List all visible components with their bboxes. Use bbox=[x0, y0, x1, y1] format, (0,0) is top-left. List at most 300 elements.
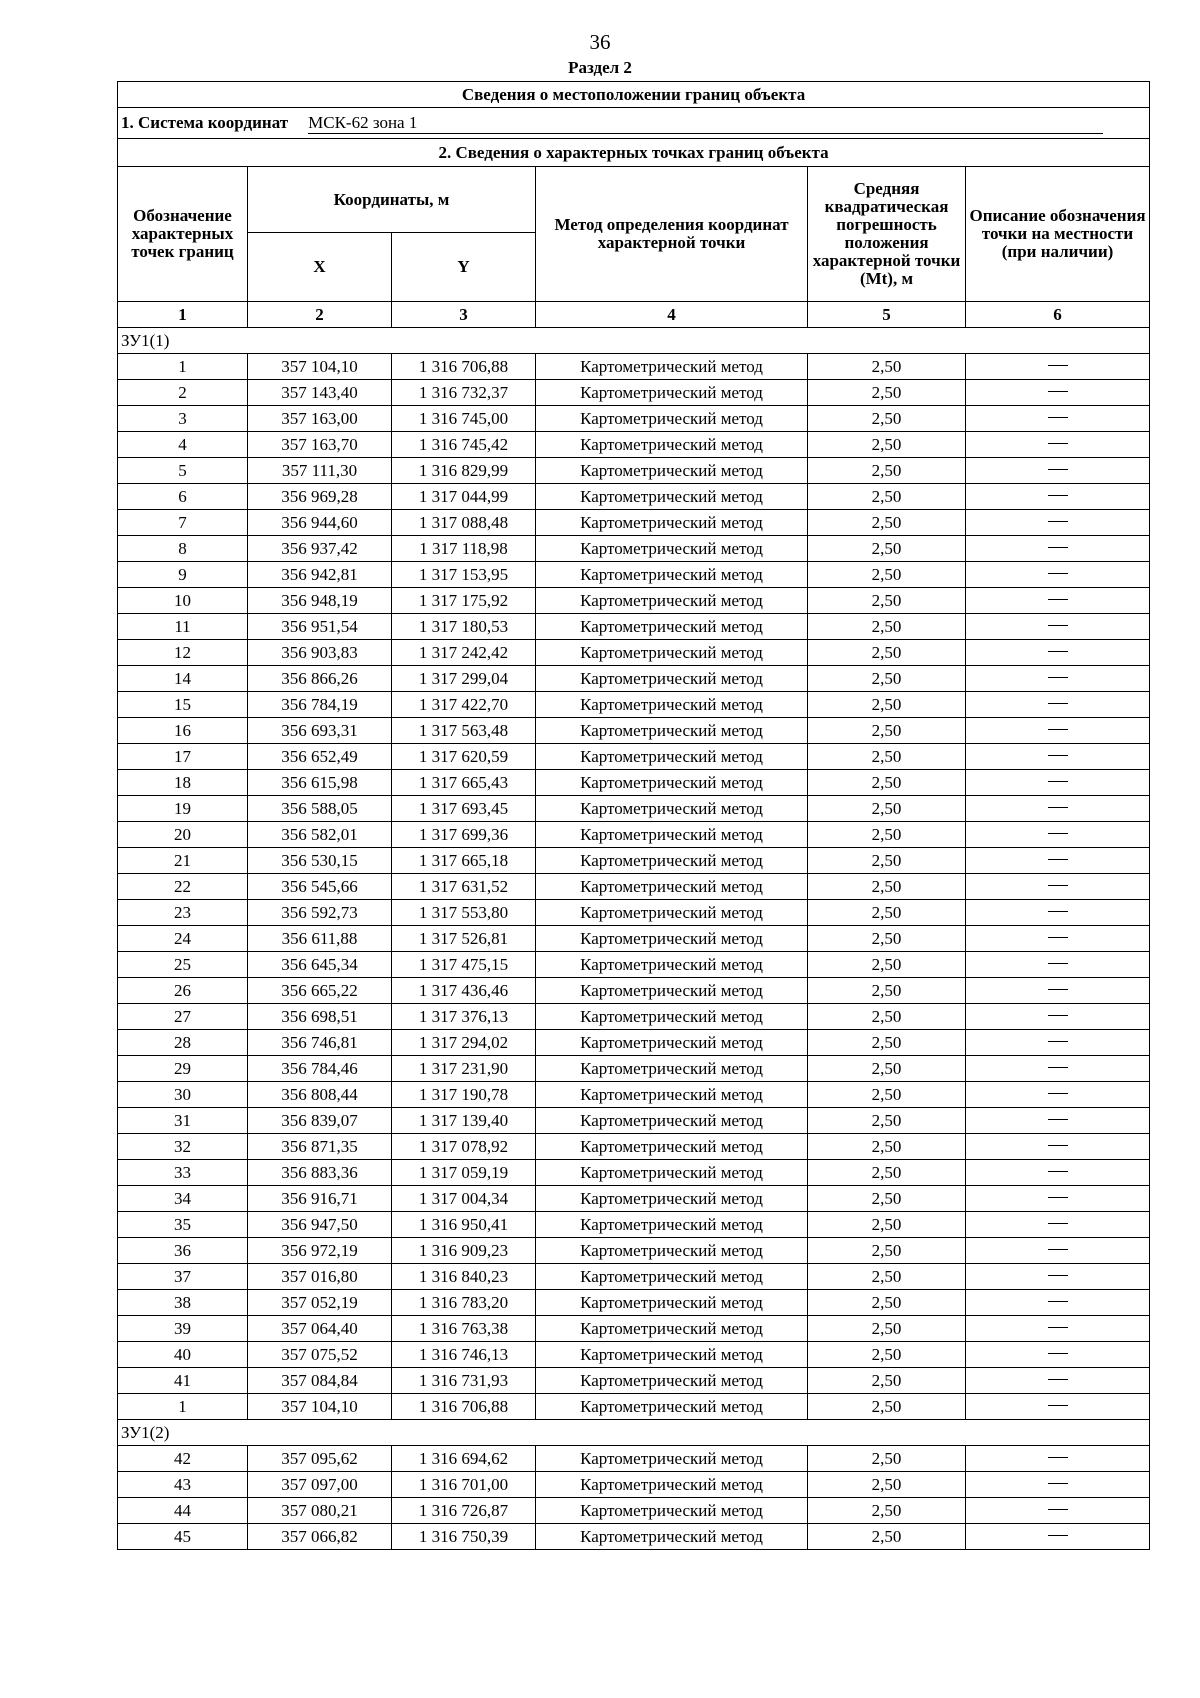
dash-mark bbox=[1048, 1457, 1068, 1458]
method-cell: Картометрический метод bbox=[536, 952, 808, 978]
error-cell: 2,50 bbox=[808, 380, 966, 406]
x-coordinate-cell: 357 163,00 bbox=[248, 406, 392, 432]
x-coordinate-cell: 356 592,73 bbox=[248, 900, 392, 926]
point-number-cell: 10 bbox=[118, 588, 248, 614]
table-row bbox=[118, 562, 1150, 588]
dash-mark bbox=[1048, 937, 1068, 938]
x-coordinate-cell: 356 698,51 bbox=[248, 1004, 392, 1030]
dash-mark bbox=[1048, 391, 1068, 392]
table-row bbox=[118, 744, 1150, 770]
description-cell bbox=[966, 1472, 1150, 1498]
y-coordinate-cell: 1 316 763,38 bbox=[392, 1316, 536, 1342]
dash-mark bbox=[1048, 1405, 1068, 1406]
y-coordinate-cell: 1 317 526,81 bbox=[392, 926, 536, 952]
error-cell: 2,50 bbox=[808, 1212, 966, 1238]
y-coordinate-cell: 1 317 175,92 bbox=[392, 588, 536, 614]
method-cell: Картометрический метод bbox=[536, 874, 808, 900]
description-cell bbox=[966, 1160, 1150, 1186]
method-cell: Картометрический метод bbox=[536, 1368, 808, 1394]
y-coordinate-cell: 1 316 909,23 bbox=[392, 1238, 536, 1264]
point-number-cell: 20 bbox=[118, 822, 248, 848]
error-cell: 2,50 bbox=[808, 692, 966, 718]
table-row bbox=[118, 380, 1150, 406]
table-row bbox=[118, 1368, 1150, 1394]
point-number-cell: 15 bbox=[118, 692, 248, 718]
table-row bbox=[118, 1316, 1150, 1342]
dash-mark bbox=[1048, 1535, 1068, 1536]
point-number-cell: 14 bbox=[118, 666, 248, 692]
description-cell bbox=[966, 796, 1150, 822]
method-cell: Картометрический метод bbox=[536, 1160, 808, 1186]
error-cell: 2,50 bbox=[808, 926, 966, 952]
description-cell bbox=[966, 1108, 1150, 1134]
description-cell bbox=[966, 822, 1150, 848]
y-coordinate-cell: 1 317 294,02 bbox=[392, 1030, 536, 1056]
x-coordinate-cell: 356 746,81 bbox=[248, 1030, 392, 1056]
y-coordinate-cell: 1 317 044,99 bbox=[392, 484, 536, 510]
y-coordinate-cell: 1 316 783,20 bbox=[392, 1290, 536, 1316]
error-cell: 2,50 bbox=[808, 1134, 966, 1160]
table-row bbox=[118, 406, 1150, 432]
x-coordinate-cell: 357 016,80 bbox=[248, 1264, 392, 1290]
table-row bbox=[118, 874, 1150, 900]
x-coordinate-cell: 356 951,54 bbox=[248, 614, 392, 640]
method-cell: Картометрический метод bbox=[536, 1498, 808, 1524]
y-coordinate-cell: 1 317 059,19 bbox=[392, 1160, 536, 1186]
x-coordinate-cell: 356 652,49 bbox=[248, 744, 392, 770]
method-cell: Картометрический метод bbox=[536, 1134, 808, 1160]
column-number: 3 bbox=[392, 302, 536, 328]
method-cell: Картометрический метод bbox=[536, 1342, 808, 1368]
point-number-cell: 22 bbox=[118, 874, 248, 900]
method-cell: Картометрический метод bbox=[536, 1186, 808, 1212]
dash-mark bbox=[1048, 1483, 1068, 1484]
description-cell bbox=[966, 1446, 1150, 1472]
point-number-cell: 8 bbox=[118, 536, 248, 562]
boundary-points-table bbox=[117, 81, 1150, 1550]
y-coordinate-cell: 1 317 088,48 bbox=[392, 510, 536, 536]
header-method: Метод определения координат характерной точки bbox=[536, 167, 808, 302]
point-number-cell: 1 bbox=[118, 1394, 248, 1420]
y-coordinate-cell: 1 316 701,00 bbox=[392, 1472, 536, 1498]
y-coordinate-cell: 1 317 620,59 bbox=[392, 744, 536, 770]
description-cell bbox=[966, 1342, 1150, 1368]
method-cell: Картометрический метод bbox=[536, 1056, 808, 1082]
point-number-cell: 36 bbox=[118, 1238, 248, 1264]
description-cell bbox=[966, 1524, 1150, 1550]
description-cell bbox=[966, 640, 1150, 666]
description-cell bbox=[966, 900, 1150, 926]
method-cell: Картометрический метод bbox=[536, 1108, 808, 1134]
method-cell: Картометрический метод bbox=[536, 510, 808, 536]
x-coordinate-cell: 357 104,10 bbox=[248, 1394, 392, 1420]
method-cell: Картометрический метод bbox=[536, 822, 808, 848]
description-cell bbox=[966, 1030, 1150, 1056]
dash-mark bbox=[1048, 469, 1068, 470]
description-cell bbox=[966, 1368, 1150, 1394]
error-cell: 2,50 bbox=[808, 614, 966, 640]
x-coordinate-cell: 357 163,70 bbox=[248, 432, 392, 458]
dash-mark bbox=[1048, 885, 1068, 886]
table-row bbox=[118, 1186, 1150, 1212]
x-coordinate-cell: 357 084,84 bbox=[248, 1368, 392, 1394]
description-cell bbox=[966, 562, 1150, 588]
y-coordinate-cell: 1 317 139,40 bbox=[392, 1108, 536, 1134]
y-coordinate-cell: 1 317 665,43 bbox=[392, 770, 536, 796]
method-cell: Картометрический метод bbox=[536, 1264, 808, 1290]
header-x: X bbox=[248, 233, 392, 302]
point-number-cell: 6 bbox=[118, 484, 248, 510]
method-cell: Картометрический метод bbox=[536, 900, 808, 926]
point-number-cell: 27 bbox=[118, 1004, 248, 1030]
x-coordinate-cell: 356 969,28 bbox=[248, 484, 392, 510]
table-row bbox=[118, 1524, 1150, 1550]
error-cell: 2,50 bbox=[808, 406, 966, 432]
header-description: Описание обозначения точки на местности (при наличии) bbox=[966, 167, 1150, 302]
point-number-cell: 3 bbox=[118, 406, 248, 432]
method-cell: Картометрический метод bbox=[536, 432, 808, 458]
error-cell: 2,50 bbox=[808, 640, 966, 666]
description-cell bbox=[966, 692, 1150, 718]
y-coordinate-cell: 1 317 699,36 bbox=[392, 822, 536, 848]
description-cell bbox=[966, 952, 1150, 978]
x-coordinate-cell: 356 947,50 bbox=[248, 1212, 392, 1238]
error-cell: 2,50 bbox=[808, 900, 966, 926]
description-cell bbox=[966, 1316, 1150, 1342]
error-cell: 2,50 bbox=[808, 588, 966, 614]
table-row bbox=[118, 1082, 1150, 1108]
dash-mark bbox=[1048, 1327, 1068, 1328]
y-coordinate-cell: 1 316 706,88 bbox=[392, 354, 536, 380]
y-coordinate-cell: 1 317 436,46 bbox=[392, 978, 536, 1004]
description-cell bbox=[966, 1394, 1150, 1420]
error-cell: 2,50 bbox=[808, 1030, 966, 1056]
description-cell bbox=[966, 380, 1150, 406]
method-cell: Картометрический метод bbox=[536, 354, 808, 380]
error-cell: 2,50 bbox=[808, 796, 966, 822]
table-row bbox=[118, 536, 1150, 562]
dash-mark bbox=[1048, 625, 1068, 626]
x-coordinate-cell: 356 944,60 bbox=[248, 510, 392, 536]
table-row bbox=[118, 822, 1150, 848]
error-cell: 2,50 bbox=[808, 1108, 966, 1134]
table-row bbox=[118, 354, 1150, 380]
description-cell bbox=[966, 536, 1150, 562]
table-row bbox=[118, 1004, 1150, 1030]
point-number-cell: 40 bbox=[118, 1342, 248, 1368]
column-number: 1 bbox=[118, 302, 248, 328]
table-title-row bbox=[118, 82, 1150, 108]
error-cell: 2,50 bbox=[808, 744, 966, 770]
method-cell: Картометрический метод bbox=[536, 1394, 808, 1420]
dash-mark bbox=[1048, 443, 1068, 444]
table-row bbox=[118, 1394, 1150, 1420]
description-cell bbox=[966, 406, 1150, 432]
description-cell bbox=[966, 978, 1150, 1004]
description-cell bbox=[966, 770, 1150, 796]
page-number: 36 bbox=[589, 30, 611, 54]
error-cell: 2,50 bbox=[808, 1498, 966, 1524]
dash-mark bbox=[1048, 417, 1068, 418]
error-cell: 2,50 bbox=[808, 354, 966, 380]
x-coordinate-cell: 356 883,36 bbox=[248, 1160, 392, 1186]
y-coordinate-cell: 1 316 745,00 bbox=[392, 406, 536, 432]
table-row bbox=[118, 1056, 1150, 1082]
description-cell bbox=[966, 1264, 1150, 1290]
group-label: ЗУ1(1) bbox=[118, 328, 1150, 354]
error-cell: 2,50 bbox=[808, 1524, 966, 1550]
coordinate-system-row bbox=[118, 108, 1150, 139]
method-cell: Картометрический метод bbox=[536, 484, 808, 510]
point-number-cell: 34 bbox=[118, 1186, 248, 1212]
error-cell: 2,50 bbox=[808, 1082, 966, 1108]
table-row bbox=[118, 458, 1150, 484]
description-cell bbox=[966, 510, 1150, 536]
table-row bbox=[118, 1108, 1150, 1134]
method-cell: Картометрический метод bbox=[536, 796, 808, 822]
method-cell: Картометрический метод bbox=[536, 458, 808, 484]
x-coordinate-cell: 356 839,07 bbox=[248, 1108, 392, 1134]
dash-mark bbox=[1048, 1353, 1068, 1354]
table-row bbox=[118, 1290, 1150, 1316]
x-coordinate-cell: 356 645,34 bbox=[248, 952, 392, 978]
x-coordinate-cell: 356 665,22 bbox=[248, 978, 392, 1004]
group-row bbox=[118, 1420, 1150, 1446]
y-coordinate-cell: 1 316 746,13 bbox=[392, 1342, 536, 1368]
dash-mark bbox=[1048, 1015, 1068, 1016]
error-cell: 2,50 bbox=[808, 1186, 966, 1212]
group-label: ЗУ1(2) bbox=[118, 1420, 1150, 1446]
y-coordinate-cell: 1 317 299,04 bbox=[392, 666, 536, 692]
point-number-cell: 26 bbox=[118, 978, 248, 1004]
y-coordinate-cell: 1 317 153,95 bbox=[392, 562, 536, 588]
error-cell: 2,50 bbox=[808, 718, 966, 744]
method-cell: Картометрический метод bbox=[536, 1524, 808, 1550]
point-number-cell: 9 bbox=[118, 562, 248, 588]
description-cell bbox=[966, 1238, 1150, 1264]
point-number-cell: 44 bbox=[118, 1498, 248, 1524]
table-row bbox=[118, 640, 1150, 666]
table-row bbox=[118, 1264, 1150, 1290]
dash-mark bbox=[1048, 1249, 1068, 1250]
description-cell bbox=[966, 744, 1150, 770]
x-coordinate-cell: 356 937,42 bbox=[248, 536, 392, 562]
dash-mark bbox=[1048, 781, 1068, 782]
table-row bbox=[118, 770, 1150, 796]
dash-mark bbox=[1048, 573, 1068, 574]
point-number-cell: 45 bbox=[118, 1524, 248, 1550]
table-row bbox=[118, 900, 1150, 926]
y-coordinate-cell: 1 316 745,42 bbox=[392, 432, 536, 458]
table-row bbox=[118, 796, 1150, 822]
table-row bbox=[118, 510, 1150, 536]
dash-mark bbox=[1048, 1041, 1068, 1042]
method-cell: Картометрический метод bbox=[536, 770, 808, 796]
method-cell: Картометрический метод bbox=[536, 978, 808, 1004]
point-number-cell: 30 bbox=[118, 1082, 248, 1108]
dash-mark bbox=[1048, 521, 1068, 522]
method-cell: Картометрический метод bbox=[536, 1212, 808, 1238]
x-coordinate-cell: 357 066,82 bbox=[248, 1524, 392, 1550]
method-cell: Картометрический метод bbox=[536, 1472, 808, 1498]
error-cell: 2,50 bbox=[808, 1394, 966, 1420]
x-coordinate-cell: 356 866,26 bbox=[248, 666, 392, 692]
method-cell: Картометрический метод bbox=[536, 562, 808, 588]
error-cell: 2,50 bbox=[808, 458, 966, 484]
table-row bbox=[118, 1498, 1150, 1524]
x-coordinate-cell: 356 545,66 bbox=[248, 874, 392, 900]
subtitle-row bbox=[118, 139, 1150, 167]
table-subtitle: 2. Сведения о характерных точках границ объекта bbox=[118, 139, 1150, 167]
table-row bbox=[118, 1212, 1150, 1238]
error-cell: 2,50 bbox=[808, 822, 966, 848]
point-number-cell: 7 bbox=[118, 510, 248, 536]
y-coordinate-cell: 1 317 078,92 bbox=[392, 1134, 536, 1160]
x-coordinate-cell: 356 871,35 bbox=[248, 1134, 392, 1160]
table-row bbox=[118, 926, 1150, 952]
dash-mark bbox=[1048, 989, 1068, 990]
description-cell bbox=[966, 614, 1150, 640]
x-coordinate-cell: 357 097,00 bbox=[248, 1472, 392, 1498]
error-cell: 2,50 bbox=[808, 484, 966, 510]
point-number-cell: 31 bbox=[118, 1108, 248, 1134]
point-number-cell: 38 bbox=[118, 1290, 248, 1316]
error-cell: 2,50 bbox=[808, 1290, 966, 1316]
dash-mark bbox=[1048, 755, 1068, 756]
x-coordinate-cell: 356 784,19 bbox=[248, 692, 392, 718]
header-error: Средняя квадратическая погрешность положения характерной точки (Mt), м bbox=[808, 167, 966, 302]
point-number-cell: 18 bbox=[118, 770, 248, 796]
method-cell: Картометрический метод bbox=[536, 1030, 808, 1056]
method-cell: Картометрический метод bbox=[536, 536, 808, 562]
method-cell: Картометрический метод bbox=[536, 1082, 808, 1108]
dash-mark bbox=[1048, 1145, 1068, 1146]
error-cell: 2,50 bbox=[808, 1004, 966, 1030]
method-cell: Картометрический метод bbox=[536, 380, 808, 406]
dash-mark bbox=[1048, 495, 1068, 496]
point-number-cell: 19 bbox=[118, 796, 248, 822]
table-title: Сведения о местоположении границ объекта bbox=[118, 82, 1150, 108]
method-cell: Картометрический метод bbox=[536, 848, 808, 874]
error-cell: 2,50 bbox=[808, 510, 966, 536]
section-title: Раздел 2 bbox=[568, 58, 632, 77]
point-number-cell: 35 bbox=[118, 1212, 248, 1238]
dash-mark bbox=[1048, 703, 1068, 704]
method-cell: Картометрический метод bbox=[536, 614, 808, 640]
dash-mark bbox=[1048, 729, 1068, 730]
table-row bbox=[118, 614, 1150, 640]
method-cell: Картометрический метод bbox=[536, 1316, 808, 1342]
y-coordinate-cell: 1 316 840,23 bbox=[392, 1264, 536, 1290]
method-cell: Картометрический метод bbox=[536, 640, 808, 666]
table-row bbox=[118, 432, 1150, 458]
y-coordinate-cell: 1 316 726,87 bbox=[392, 1498, 536, 1524]
table-row bbox=[118, 848, 1150, 874]
dash-mark bbox=[1048, 1093, 1068, 1094]
table-row bbox=[118, 1134, 1150, 1160]
dash-mark bbox=[1048, 599, 1068, 600]
method-cell: Картометрический метод bbox=[536, 718, 808, 744]
point-number-cell: 5 bbox=[118, 458, 248, 484]
error-cell: 2,50 bbox=[808, 848, 966, 874]
point-number-cell: 42 bbox=[118, 1446, 248, 1472]
point-number-cell: 4 bbox=[118, 432, 248, 458]
y-coordinate-cell: 1 317 631,52 bbox=[392, 874, 536, 900]
error-cell: 2,50 bbox=[808, 952, 966, 978]
point-number-cell: 25 bbox=[118, 952, 248, 978]
dash-mark bbox=[1048, 911, 1068, 912]
dash-mark bbox=[1048, 1197, 1068, 1198]
dash-mark bbox=[1048, 1067, 1068, 1068]
column-number-row bbox=[118, 302, 1150, 328]
column-number: 4 bbox=[536, 302, 808, 328]
point-number-cell: 16 bbox=[118, 718, 248, 744]
method-cell: Картометрический метод bbox=[536, 1446, 808, 1472]
column-number: 5 bbox=[808, 302, 966, 328]
point-number-cell: 39 bbox=[118, 1316, 248, 1342]
y-coordinate-cell: 1 317 180,53 bbox=[392, 614, 536, 640]
dash-mark bbox=[1048, 1509, 1068, 1510]
error-cell: 2,50 bbox=[808, 536, 966, 562]
x-coordinate-cell: 357 075,52 bbox=[248, 1342, 392, 1368]
dash-mark bbox=[1048, 1223, 1068, 1224]
x-coordinate-cell: 357 080,21 bbox=[248, 1498, 392, 1524]
method-cell: Картометрический метод bbox=[536, 666, 808, 692]
y-coordinate-cell: 1 316 750,39 bbox=[392, 1524, 536, 1550]
description-cell bbox=[966, 458, 1150, 484]
table-row bbox=[118, 952, 1150, 978]
x-coordinate-cell: 356 582,01 bbox=[248, 822, 392, 848]
description-cell bbox=[966, 926, 1150, 952]
dash-mark bbox=[1048, 1301, 1068, 1302]
table-row bbox=[118, 484, 1150, 510]
dash-mark bbox=[1048, 1275, 1068, 1276]
method-cell: Картометрический метод bbox=[536, 1004, 808, 1030]
x-coordinate-cell: 357 095,62 bbox=[248, 1446, 392, 1472]
description-cell bbox=[966, 588, 1150, 614]
dash-mark bbox=[1048, 859, 1068, 860]
x-coordinate-cell: 356 948,19 bbox=[248, 588, 392, 614]
point-number-cell: 33 bbox=[118, 1160, 248, 1186]
error-cell: 2,50 bbox=[808, 770, 966, 796]
coordinate-system-value: МСК-62 зона 1 bbox=[308, 113, 1103, 134]
x-coordinate-cell: 356 611,88 bbox=[248, 926, 392, 952]
y-coordinate-cell: 1 317 004,34 bbox=[392, 1186, 536, 1212]
table-row bbox=[118, 588, 1150, 614]
table-row bbox=[118, 1446, 1150, 1472]
error-cell: 2,50 bbox=[808, 1264, 966, 1290]
method-cell: Картометрический метод bbox=[536, 1238, 808, 1264]
point-number-cell: 37 bbox=[118, 1264, 248, 1290]
y-coordinate-cell: 1 317 190,78 bbox=[392, 1082, 536, 1108]
point-number-cell: 28 bbox=[118, 1030, 248, 1056]
y-coordinate-cell: 1 316 829,99 bbox=[392, 458, 536, 484]
method-cell: Картометрический метод bbox=[536, 744, 808, 770]
description-cell bbox=[966, 848, 1150, 874]
x-coordinate-cell: 357 143,40 bbox=[248, 380, 392, 406]
y-coordinate-cell: 1 316 950,41 bbox=[392, 1212, 536, 1238]
x-coordinate-cell: 356 784,46 bbox=[248, 1056, 392, 1082]
description-cell bbox=[966, 1186, 1150, 1212]
dash-mark bbox=[1048, 1119, 1068, 1120]
x-coordinate-cell: 357 064,40 bbox=[248, 1316, 392, 1342]
x-coordinate-cell: 356 693,31 bbox=[248, 718, 392, 744]
y-coordinate-cell: 1 317 231,90 bbox=[392, 1056, 536, 1082]
y-coordinate-cell: 1 317 422,70 bbox=[392, 692, 536, 718]
dash-mark bbox=[1048, 1171, 1068, 1172]
error-cell: 2,50 bbox=[808, 562, 966, 588]
point-number-cell: 29 bbox=[118, 1056, 248, 1082]
